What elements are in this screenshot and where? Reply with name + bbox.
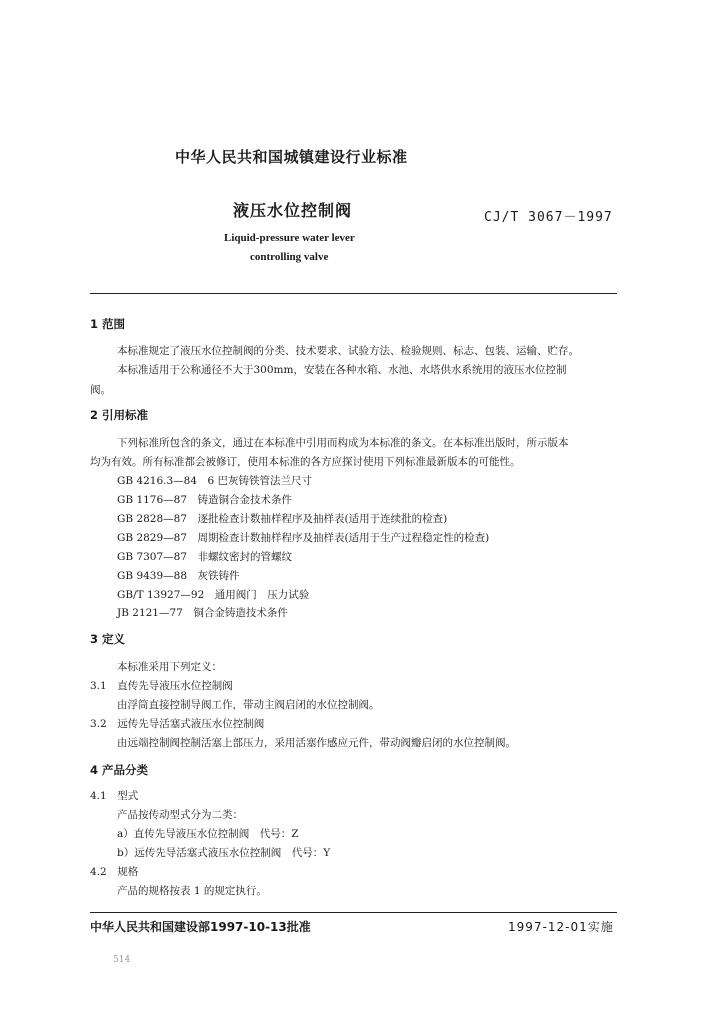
section-2-para-1b: 均为有效。所有标准都会被修订，使用本标准的各方应探讨使用下列标准最新版本的可能性。 bbox=[90, 456, 521, 468]
reference-item: GB 1176—87 铸造铜合金技术条件 bbox=[117, 494, 293, 506]
footer-effective-date: 1997-12-01实施 bbox=[508, 920, 614, 934]
section-1-heading: 1 范围 bbox=[90, 317, 126, 331]
section-1-para-2a: 本标准适用于公称通径不大于300mm，安装在各种水箱、水池、水塔供水系统用的液压水位控制 bbox=[117, 364, 567, 376]
doc-title-en-line1: Liquid-pressure water lever bbox=[224, 232, 355, 244]
reference-item: GB 2828—87 逐批检查计数抽样程序及抽样表(适用于连续批的检查) bbox=[117, 513, 448, 525]
doc-title-en-line2: controlling valve bbox=[250, 251, 329, 263]
reference-item: GB 7307—87 非螺纹密封的管螺纹 bbox=[117, 551, 293, 563]
subsection-4-1-title: 4.1 型式 bbox=[90, 790, 139, 802]
subsection-4-2-title: 4.2 规格 bbox=[90, 866, 139, 878]
section-2-heading: 2 引用标准 bbox=[90, 408, 149, 422]
section-3-intro: 本标准采用下列定义： bbox=[117, 661, 222, 673]
definition-3-2-text: 由远端控制阀控制活塞上部压力，采用活塞作感应元件，带动阀瓣启闭的水位控制阀。 bbox=[117, 737, 516, 749]
definition-3-1-title: 3.1 直传先导液压水位控制阀 bbox=[90, 680, 233, 692]
section-4-heading: 4 产品分类 bbox=[90, 763, 149, 777]
doc-code: CJ/T 3067－1997 bbox=[484, 210, 613, 225]
reference-item: JB 2121—77 铜合金铸造技术条件 bbox=[117, 607, 288, 619]
subsection-4-1-text: 产品按传动型式分为二类： bbox=[117, 809, 243, 821]
footer-issuer: 中华人民共和国建设部1997-10-13批准 bbox=[90, 920, 311, 934]
page-number: 514 bbox=[113, 955, 131, 965]
list-item-a: a）直传先导液压水位控制阀 代号：Z bbox=[117, 828, 299, 840]
bottom-divider bbox=[90, 912, 617, 913]
subsection-4-2-text: 产品的规格按表 1 的规定执行。 bbox=[117, 885, 267, 897]
org-header: 中华人民共和国城镇建设行业标准 bbox=[175, 148, 408, 166]
reference-item: GB/T 13927—92 通用阀门 压力试验 bbox=[117, 589, 310, 601]
reference-item: GB 4216.3—84 6 巴灰铸铁管法兰尺寸 bbox=[117, 475, 313, 487]
section-1-para-1: 本标准规定了液压水位控制阀的分类、技术要求、试验方法、检验规则、标志、包装、运输、贮存。 bbox=[117, 345, 579, 357]
section-3-heading: 3 定义 bbox=[90, 632, 126, 646]
list-item-b: b）远传先导活塞式液压水位控制阀 代号：Y bbox=[117, 847, 331, 859]
reference-item: GB 2829—87 周期检查计数抽样程序及抽样表(适用于生产过程稳定性的检查) bbox=[117, 532, 490, 544]
definition-3-1-text: 由浮筒直接控制导阀工作，带动主阀启闭的水位控制阀。 bbox=[117, 699, 380, 711]
doc-title-zh: 液压水位控制阀 bbox=[233, 201, 353, 220]
definition-3-2-title: 3.2 远传先导活塞式液压水位控制阀 bbox=[90, 718, 265, 730]
section-2-para-1a: 下列标准所包含的条文，通过在本标准中引用而构成为本标准的条文。在本标准出版时，所示版本 bbox=[117, 437, 569, 449]
top-divider bbox=[90, 293, 617, 294]
section-1-para-2b: 阀。 bbox=[90, 384, 111, 396]
reference-item: GB 9439—88 灰铁铸件 bbox=[117, 570, 240, 582]
